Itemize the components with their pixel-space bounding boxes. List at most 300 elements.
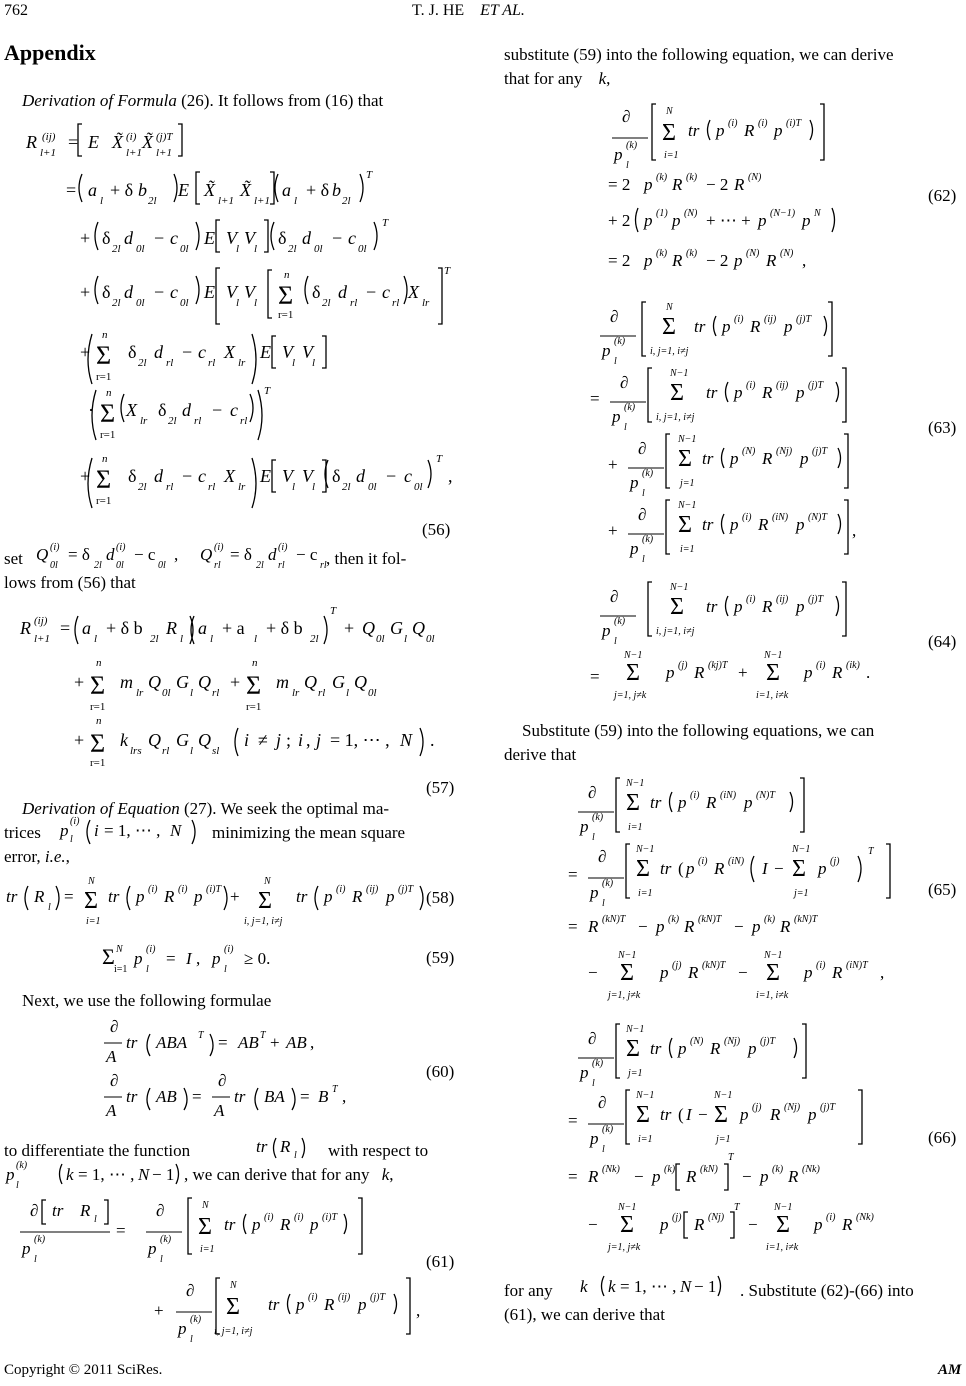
svg-text:0l: 0l xyxy=(358,243,367,255)
svg-text:(j): (j) xyxy=(830,856,840,867)
svg-text:(k): (k) xyxy=(656,172,668,183)
svg-text:p: p xyxy=(686,859,695,878)
svg-text:(j): (j) xyxy=(678,660,688,671)
svg-text:l: l xyxy=(624,422,627,433)
svg-text:+: + xyxy=(80,228,91,248)
svg-text:−: − xyxy=(742,1167,752,1186)
svg-text:∂: ∂ xyxy=(110,1071,119,1090)
svg-text:(i): (i) xyxy=(336,884,346,895)
svg-text:p: p xyxy=(148,1239,157,1258)
svg-text:−: − xyxy=(638,917,648,936)
svg-text:V: V xyxy=(302,342,313,362)
equation-57-label: (57) xyxy=(426,778,455,797)
svg-text:2l: 2l xyxy=(94,560,102,571)
svg-text:j: j xyxy=(316,730,322,750)
svg-text:2l: 2l xyxy=(322,297,331,309)
svg-text:Σ: Σ xyxy=(278,281,294,310)
svg-text:R: R xyxy=(352,887,363,906)
svg-text:p: p xyxy=(296,1295,305,1314)
forany-math xyxy=(576,1270,748,1302)
forany-rest: . Substitute (62)-(66) into xyxy=(740,1281,914,1300)
svg-text:Σ: Σ xyxy=(766,960,780,986)
svg-text:−: − xyxy=(182,342,193,362)
svg-text:,: , xyxy=(802,251,807,270)
svg-text:BA: BA xyxy=(264,1087,285,1106)
set-text: set xyxy=(4,549,23,568)
svg-text:(j)T: (j)T xyxy=(370,1292,385,1303)
svg-text:(i): (i) xyxy=(816,960,826,971)
svg-text:=: = xyxy=(68,132,79,152)
svg-text:p: p xyxy=(784,317,793,336)
error-text xyxy=(4,846,70,868)
svg-text:N−1: N−1 xyxy=(792,844,811,855)
svg-text:2l: 2l xyxy=(342,481,351,493)
svg-text:c: c xyxy=(348,228,356,248)
svg-text:Σ: Σ xyxy=(678,512,692,538)
lows-text: lows from (56) that xyxy=(4,573,136,592)
svg-text:G: G xyxy=(176,672,189,692)
svg-text:tr: tr xyxy=(224,1215,236,1234)
svg-text:(i): (i) xyxy=(116,542,126,553)
svg-text:A: A xyxy=(106,1101,117,1120)
svg-text:V: V xyxy=(282,342,293,362)
svg-text:rl: rl xyxy=(278,560,285,571)
svg-text:AB: AB xyxy=(156,1087,177,1106)
svg-text:(: ( xyxy=(678,1105,684,1124)
svg-text:−: − xyxy=(748,1215,758,1234)
svg-text:(Nk): (Nk) xyxy=(856,1212,874,1223)
svg-text:c: c xyxy=(198,466,206,486)
svg-text:(i): (i) xyxy=(178,884,188,895)
svg-text:N: N xyxy=(88,876,95,887)
svg-text:T: T xyxy=(264,385,271,397)
svg-text:T: T xyxy=(366,169,373,181)
svg-text:p: p xyxy=(644,211,653,230)
subst2-text-1: Substitute (59) into the following equations, we can xyxy=(522,721,875,740)
svg-text:− c: − c xyxy=(296,545,318,564)
svg-text:R: R xyxy=(758,515,769,534)
svg-text:p: p xyxy=(630,473,639,492)
svg-text:T: T xyxy=(382,217,389,229)
svg-text:V: V xyxy=(226,228,237,248)
svg-text:Σ: Σ xyxy=(636,1102,650,1128)
svg-text:N−1: N−1 xyxy=(636,844,655,855)
svg-text:p: p xyxy=(212,949,221,968)
svg-text:(i): (i) xyxy=(294,1212,304,1223)
svg-text:p: p xyxy=(134,949,143,968)
svg-text:0l: 0l xyxy=(414,481,423,493)
svg-text:−: − xyxy=(182,466,193,486)
svg-text:(k): (k) xyxy=(686,248,698,259)
svg-text:0l: 0l xyxy=(180,243,189,255)
svg-text:T: T xyxy=(330,605,337,617)
svg-text:T: T xyxy=(332,1084,338,1095)
running-title-etal: ET AL. xyxy=(480,2,525,19)
svg-text:R: R xyxy=(832,963,843,982)
svg-text:d: d xyxy=(106,545,115,564)
svg-text:p: p xyxy=(590,883,599,902)
svg-text:N−1: N−1 xyxy=(670,368,689,379)
svg-text:,: , xyxy=(852,521,857,540)
svg-text:N−1: N−1 xyxy=(678,500,697,511)
svg-text:(k): (k) xyxy=(656,248,668,259)
svg-text:−: − xyxy=(698,1105,708,1124)
svg-text:δ: δ xyxy=(102,228,111,248)
svg-text:j=1, j≠k: j=1, j≠k xyxy=(614,690,647,701)
svg-text:j=1, j≠k: j=1, j≠k xyxy=(608,990,641,1001)
svg-text:p: p xyxy=(814,1215,823,1234)
diff-text-k: k xyxy=(381,1165,390,1184)
svg-text:2l: 2l xyxy=(138,481,147,493)
svg-text:lr: lr xyxy=(292,687,300,699)
svg-text:(i): (i) xyxy=(698,856,708,867)
svg-text:p: p xyxy=(666,663,675,682)
svg-text:Σ: Σ xyxy=(626,1036,640,1062)
svg-text:T: T xyxy=(734,1202,740,1213)
svg-text:l: l xyxy=(190,745,194,757)
svg-text:i=1: i=1 xyxy=(638,888,653,899)
svg-text:R: R xyxy=(324,1295,335,1314)
svg-text:X̃: X̃ xyxy=(142,132,153,152)
svg-text:(k): (k) xyxy=(624,402,636,413)
svg-text:δ: δ xyxy=(158,400,167,420)
equation-63-label: (63) xyxy=(928,418,957,437)
svg-text:∂: ∂ xyxy=(622,107,631,126)
svg-text:lr: lr xyxy=(238,357,246,369)
svg-text:Q: Q xyxy=(198,730,211,750)
svg-text:X: X xyxy=(224,466,235,486)
svg-text:rl: rl xyxy=(194,415,202,427)
svg-text:Σ: Σ xyxy=(626,660,640,686)
svg-text:i, j=1, i≠j: i, j=1, i≠j xyxy=(214,1326,253,1337)
svg-text:− 1: − 1 xyxy=(694,1277,717,1296)
minimizing-text: minimizing the mean square xyxy=(212,823,406,842)
svg-text:R: R xyxy=(762,597,773,616)
svg-text:V: V xyxy=(244,228,255,248)
svg-text:rl: rl xyxy=(208,481,216,493)
svg-text:tr: tr xyxy=(126,1087,138,1106)
svg-text:p: p xyxy=(804,663,813,682)
svg-text:r=1: r=1 xyxy=(246,701,262,713)
svg-text:= 1, ⋯ ,: = 1, ⋯ , xyxy=(104,821,161,840)
svg-text:−: − xyxy=(588,1215,598,1234)
svg-text:R: R xyxy=(770,1105,781,1124)
svg-text:N: N xyxy=(264,876,271,887)
svg-text:B: B xyxy=(318,1087,329,1106)
svg-text:(j)T: (j)T xyxy=(796,314,811,325)
svg-text:(iN): (iN) xyxy=(728,856,745,867)
trices-math-figure xyxy=(58,812,206,846)
svg-text:(k): (k) xyxy=(602,878,614,889)
svg-text:∂: ∂ xyxy=(638,439,647,458)
svg-text:ABA: ABA xyxy=(156,1033,188,1052)
set-definitions-figure xyxy=(34,538,364,572)
svg-text:l: l xyxy=(16,1180,19,1190)
svg-text:p: p xyxy=(678,1039,687,1058)
svg-text:N−1: N−1 xyxy=(618,950,637,961)
svg-text:N−1: N−1 xyxy=(626,1024,645,1035)
svg-text:0l: 0l xyxy=(314,243,323,255)
svg-text:R: R xyxy=(842,1215,853,1234)
svg-text:R: R xyxy=(588,1167,599,1186)
svg-text:N: N xyxy=(666,302,673,313)
svg-text:N−1: N−1 xyxy=(636,1090,655,1101)
svg-text:R: R xyxy=(688,963,699,982)
svg-text:≥ 0.: ≥ 0. xyxy=(244,949,271,968)
svg-text:l: l xyxy=(592,832,595,843)
svg-text:p: p xyxy=(678,793,687,812)
svg-text:R: R xyxy=(832,663,843,682)
svg-text:(i)T: (i)T xyxy=(322,1212,337,1223)
svg-text:p: p xyxy=(744,793,753,812)
svg-text:=: = xyxy=(60,618,71,638)
svg-text:+: + xyxy=(270,1033,280,1052)
svg-text:R: R xyxy=(26,132,37,152)
svg-text:N: N xyxy=(680,1277,692,1296)
svg-text:+ a: + a xyxy=(222,618,245,638)
svg-text:R: R xyxy=(762,383,773,402)
svg-text:(k): (k) xyxy=(602,1124,614,1135)
svg-text:r=1: r=1 xyxy=(96,495,112,507)
svg-text:p: p xyxy=(800,449,809,468)
svg-text:,: , xyxy=(174,545,179,564)
svg-text:Σ: Σ xyxy=(776,1212,790,1238)
svg-text:(i): (i) xyxy=(264,1212,274,1223)
svg-text:a: a xyxy=(82,618,91,638)
svg-text:p: p xyxy=(730,515,739,534)
svg-text:,: , xyxy=(342,1087,347,1106)
svg-text:l: l xyxy=(592,1078,595,1089)
svg-text:·: · xyxy=(88,400,94,420)
svg-text:≠: ≠ xyxy=(258,730,268,750)
svg-text:Σ: Σ xyxy=(662,120,676,146)
then-text: , then it fol- xyxy=(326,549,407,568)
svg-text:I: I xyxy=(186,949,192,968)
svg-text:V: V xyxy=(226,282,237,302)
svg-text:N: N xyxy=(666,106,673,117)
svg-text:lr: lr xyxy=(238,481,246,493)
svg-text:=: = xyxy=(116,1221,126,1240)
svg-text:r=1: r=1 xyxy=(90,701,106,713)
svg-text:d: d xyxy=(302,228,311,248)
equation-61-figure xyxy=(18,1192,438,1352)
next-text: Next, we use the following formulae xyxy=(22,991,272,1010)
svg-text:c: c xyxy=(382,282,390,302)
svg-text:Σ: Σ xyxy=(84,888,98,914)
svg-text:tr: tr xyxy=(650,793,662,812)
svg-text:p: p xyxy=(802,211,811,230)
svg-text:l: l xyxy=(294,195,298,207)
svg-text:b: b xyxy=(332,180,341,200)
derivation-26-title: Derivation of Formula xyxy=(22,91,177,110)
svg-text:− c: − c xyxy=(134,545,156,564)
svg-text:p: p xyxy=(630,539,639,558)
svg-text:p: p xyxy=(748,1039,757,1058)
svg-text:(N): (N) xyxy=(684,208,698,219)
pk-range-figure xyxy=(4,1158,184,1190)
svg-text:p: p xyxy=(580,1063,589,1082)
svg-text:lrs: lrs xyxy=(130,745,142,757)
svg-text:R: R xyxy=(780,917,791,936)
svg-text:= 2: = 2 xyxy=(608,175,631,194)
svg-text:d: d xyxy=(182,400,191,420)
svg-text:(kN): (kN) xyxy=(700,1164,718,1175)
svg-text:=: = xyxy=(300,1087,310,1106)
svg-text:rl: rl xyxy=(162,745,170,757)
svg-text:(j)T: (j)T xyxy=(760,1036,775,1047)
svg-text:2l: 2l xyxy=(168,415,177,427)
svg-text:d: d xyxy=(154,342,163,362)
svg-text:(j)T: (j)T xyxy=(812,446,827,457)
equation-66-figure xyxy=(568,1020,908,1260)
svg-text:N−1: N−1 xyxy=(714,1090,733,1101)
derivation-26-paragraph xyxy=(22,90,383,112)
svg-text:p: p xyxy=(178,1319,187,1338)
svg-text:i, j=1, i≠j: i, j=1, i≠j xyxy=(656,626,695,637)
svg-text:∂: ∂ xyxy=(598,1093,607,1112)
svg-text:l+1: l+1 xyxy=(156,147,172,159)
equation-62-figure xyxy=(608,98,908,284)
svg-text:n: n xyxy=(102,453,108,465)
svg-text:p: p xyxy=(660,963,669,982)
svg-text:p: p xyxy=(796,597,805,616)
svg-text:A: A xyxy=(106,1047,117,1066)
svg-text:T: T xyxy=(868,846,874,857)
svg-text:N−1: N−1 xyxy=(626,778,645,789)
svg-text:l: l xyxy=(236,243,240,255)
svg-text:R: R xyxy=(164,887,175,906)
svg-text:Σ: Σ xyxy=(670,594,684,620)
forany-last: (61), we can derive that xyxy=(504,1305,665,1324)
svg-text:Σ: Σ xyxy=(246,671,262,700)
svg-text:l: l xyxy=(254,243,258,255)
equation-61-label: (61) xyxy=(426,1252,455,1271)
svg-text:−: − xyxy=(774,859,784,878)
svg-text:=: = xyxy=(192,1087,202,1106)
svg-text:−: − xyxy=(154,282,165,302)
svg-text:p: p xyxy=(672,211,681,230)
svg-text:+: + xyxy=(230,672,241,692)
svg-text:0l: 0l xyxy=(116,560,124,571)
derivation-27-text: (27). We seek the optimal ma- xyxy=(179,799,390,818)
svg-text:−: − xyxy=(154,228,165,248)
svg-text:p: p xyxy=(734,383,743,402)
trRl-figure xyxy=(254,1130,314,1162)
svg-text:(k): (k) xyxy=(614,336,626,347)
svg-text:l: l xyxy=(312,481,316,493)
subst-k: k xyxy=(598,69,607,88)
svg-text:(i): (i) xyxy=(126,131,137,143)
svg-text:i: i xyxy=(244,730,250,750)
footer-copyright: Copyright © 2011 SciRes. xyxy=(4,1362,163,1378)
svg-text:k: k xyxy=(120,730,128,750)
svg-text:Σ: Σ xyxy=(90,671,106,700)
svg-text:(i): (i) xyxy=(308,1292,318,1303)
forany-k: k xyxy=(580,1277,588,1296)
svg-text:l+1: l+1 xyxy=(34,633,50,645)
svg-text:R: R xyxy=(744,121,755,140)
svg-text:d: d xyxy=(268,545,277,564)
svg-text:rl: rl xyxy=(320,560,327,571)
svg-text:Σ: Σ xyxy=(678,446,692,472)
svg-text:l+1: l+1 xyxy=(126,147,142,159)
svg-text:rl: rl xyxy=(208,357,216,369)
svg-text:l: l xyxy=(94,633,98,645)
svg-text:(i): (i) xyxy=(746,380,756,391)
equation-61 xyxy=(18,1192,438,1352)
svg-text:,: , xyxy=(306,730,311,750)
svg-text:2l: 2l xyxy=(288,243,297,255)
svg-text:d: d xyxy=(338,282,347,302)
svg-text:R: R xyxy=(694,663,705,682)
svg-text:∂: ∂ xyxy=(588,783,597,802)
svg-text:Σ: Σ xyxy=(766,660,780,686)
svg-text:G: G xyxy=(332,672,345,692)
svg-text:a: a xyxy=(282,180,291,200)
svg-text:T: T xyxy=(260,1030,266,1041)
svg-text:N: N xyxy=(170,821,182,840)
svg-text:X: X xyxy=(224,342,235,362)
svg-text:rl: rl xyxy=(392,297,400,309)
diff-text-3 xyxy=(184,1164,394,1186)
svg-text:(N): (N) xyxy=(742,446,756,457)
svg-text:−: − xyxy=(634,1167,644,1186)
svg-text:l+1: l+1 xyxy=(218,195,234,207)
svg-text:p: p xyxy=(734,251,743,270)
svg-text:(Nj): (Nj) xyxy=(784,1102,801,1113)
svg-text:tr: tr xyxy=(234,1087,246,1106)
svg-text:l: l xyxy=(626,160,629,171)
svg-text:i=1: i=1 xyxy=(638,1134,653,1145)
svg-text:Q: Q xyxy=(36,545,49,564)
svg-text:Q: Q xyxy=(304,672,317,692)
svg-text:+: + xyxy=(80,342,91,362)
svg-text:= δ: = δ xyxy=(68,545,90,564)
svg-text:j=1: j=1 xyxy=(794,888,809,899)
svg-text:=: = xyxy=(218,1033,228,1052)
svg-text:n: n xyxy=(102,329,108,341)
svg-text:Q: Q xyxy=(148,672,161,692)
svg-text:p: p xyxy=(660,1215,669,1234)
svg-text:∂: ∂ xyxy=(620,373,629,392)
svg-text:X: X xyxy=(126,400,137,420)
svg-text:p: p xyxy=(136,887,145,906)
svg-text:j: j xyxy=(276,730,282,750)
svg-text:AB: AB xyxy=(286,1033,307,1052)
svg-text:rl: rl xyxy=(318,687,326,699)
svg-text:0l: 0l xyxy=(136,243,145,255)
svg-text:,: , xyxy=(880,963,885,982)
svg-text:T: T xyxy=(728,1152,734,1163)
svg-text:+ δ b: + δ b xyxy=(106,618,143,638)
svg-text:l: l xyxy=(254,633,258,645)
svg-text:A: A xyxy=(214,1101,225,1120)
equation-56-label: (56) xyxy=(422,520,451,539)
svg-text:j=1: j=1 xyxy=(680,478,695,489)
svg-text:2l: 2l xyxy=(112,243,121,255)
svg-text:Q: Q xyxy=(354,672,367,692)
svg-text:p: p xyxy=(60,821,69,840)
svg-text:(Nj): (Nj) xyxy=(708,1212,725,1223)
svg-text:p: p xyxy=(734,597,743,616)
svg-text:c: c xyxy=(170,228,178,248)
trRl-math xyxy=(254,1130,314,1162)
equation-66 xyxy=(568,1020,908,1260)
svg-text:r=1: r=1 xyxy=(100,429,116,441)
svg-text:i: i xyxy=(94,821,99,840)
equation-57 xyxy=(18,596,458,766)
svg-text:tr: tr xyxy=(694,317,706,336)
